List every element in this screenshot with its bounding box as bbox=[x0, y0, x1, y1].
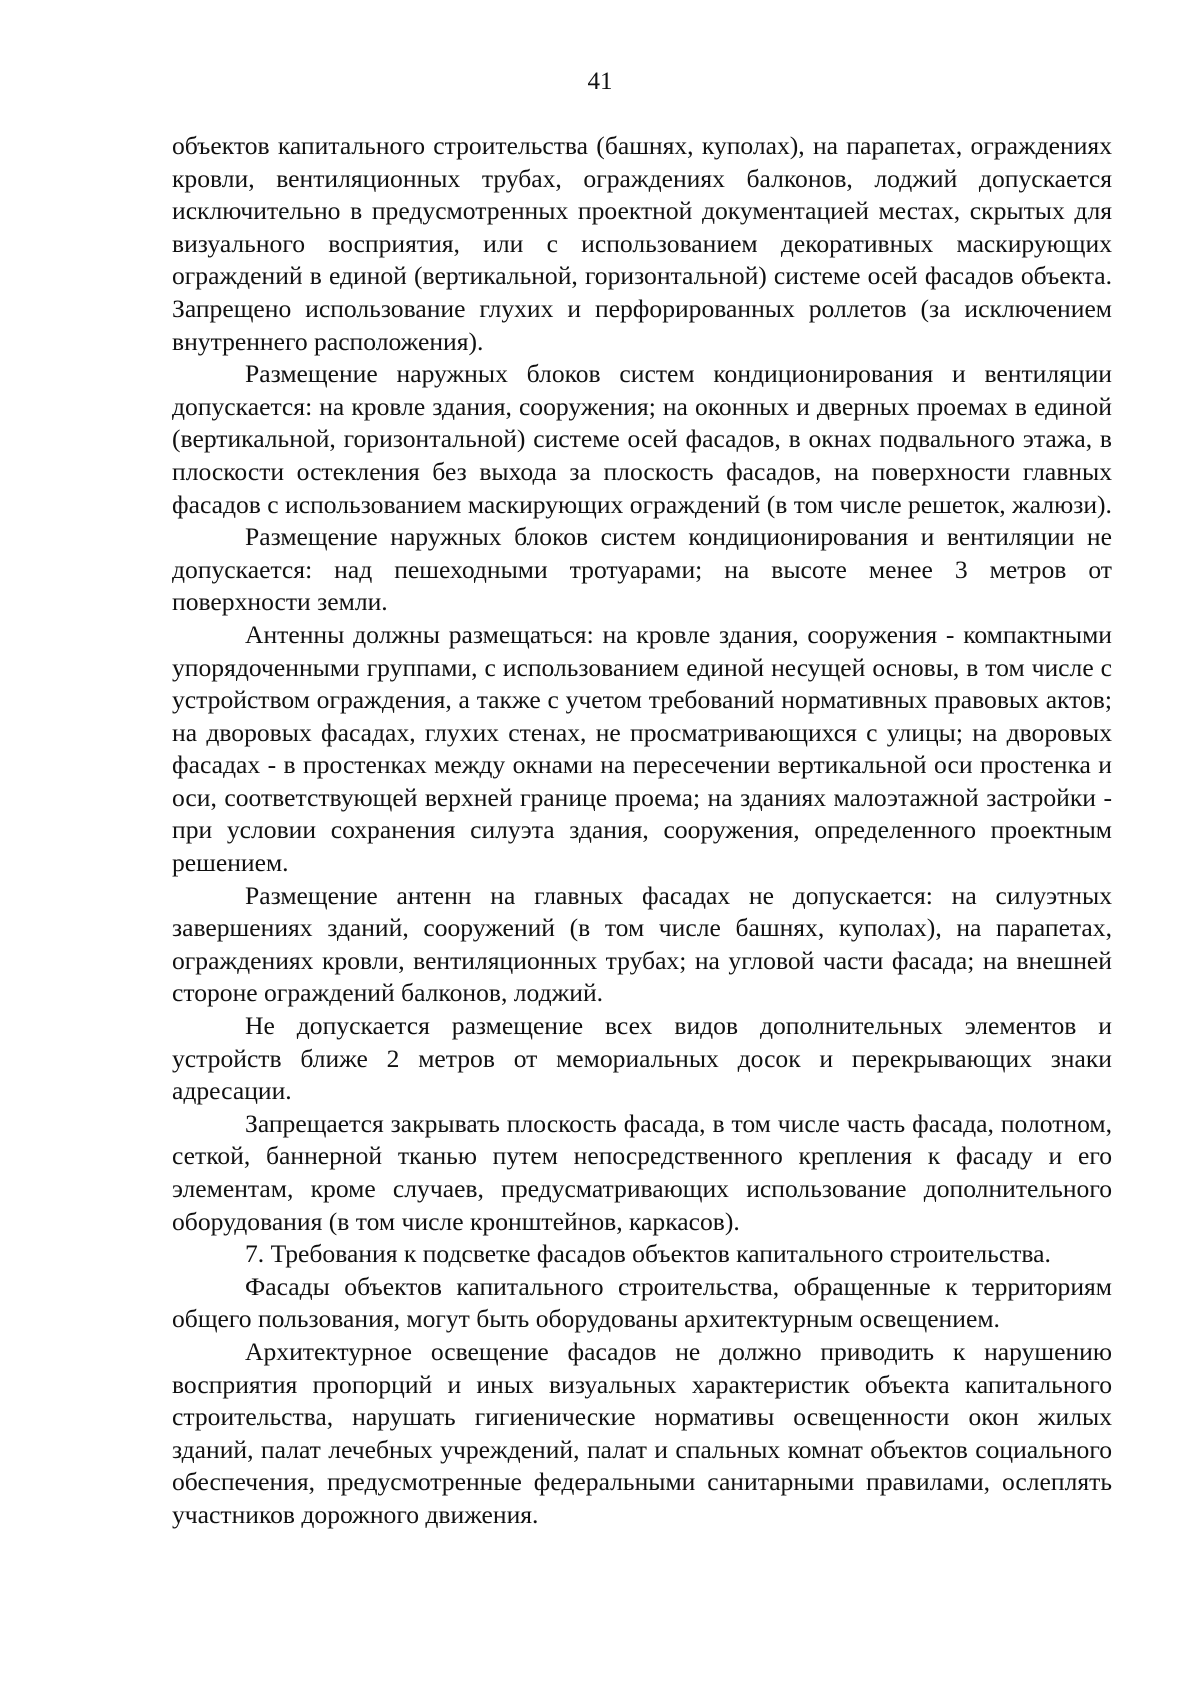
paragraph-facade-covering: Запрещается закрывать плоскость фасада, в том числе часть фасада, полотном, сеткой, баннерной тканью путем непосредственного крепления к фасаду и его элементам, кроме случаев, предусматривающих использование дополнительного оборудования (в том числе кронштейнов, каркасов). bbox=[172, 1108, 1112, 1236]
section-heading-lighting: 7. Требования к подсветке фасадов объектов капитального строительства. bbox=[245, 1239, 1051, 1269]
page-number: 41 bbox=[587, 68, 613, 95]
paragraph-antennas-prohibited: Размещение антенн на главных фасадах не допускается: на силуэтных завершениях зданий, сооружений (в том числе башнях, куполах), на парапетах, ограждениях кровли, вентиляционных трубах; на угловой части фасада; на внешней стороне ограждений балконов, лоджий. bbox=[172, 880, 1112, 1008]
paragraph-lighting-allowed: Фасады объектов капитального строительства, обращенные к территориям общего пользования, могут быть оборудованы архитектурным освещением. bbox=[172, 1271, 1112, 1334]
paragraph-lighting-restrictions: Архитектурное освещение фасадов не должно приводить к нарушению восприятия пропорций и иных визуальных характеристик объекта капитального строительства, нарушать гигиенические нормативы освещенности окон жилых зданий, палат лечебных учреждений, палат и спальных комнат объектов социального обеспечения, предусмотренные федеральными санитарными правилами, ослеплять участников дорожного движения. bbox=[172, 1336, 1112, 1529]
document-body bbox=[172, 130, 1112, 1532]
paragraph-continuation: объектов капитального строительства (башнях, куполах), на парапетах, ограждениях кровли, вентиляционных трубах, ограждениях балконов, лоджий допускается исключительно в предусмотренных проектной документацией местах, скрытых для визуального восприятия, или с использованием декоративных маскирующих ограждений в единой (вертикальной, горизонтальной) системе осей фасадов объекта. Запрещено использование глухих и перфорированных роллетов (за исключением внутреннего расположения). bbox=[172, 131, 1112, 356]
paragraph-ac-units-allowed: Размещение наружных блоков систем кондиционирования и вентиляции допускается: на кровле здания, сооружения; на оконных и дверных проемах в единой (вертикальной, горизонтальной) системе осей фасадов, в окнах подвального этажа, в плоскости остекления без выхода за плоскость фасадов, на поверхности главных фасадов с использованием маскирующих ограждений (в том числе решеток, жалюзи). bbox=[172, 359, 1112, 519]
paragraph-memorial-plaques: Не допускается размещение всех видов дополнительных элементов и устройств ближе 2 метров от мемориальных досок и перекрывающих знаки адресации. bbox=[172, 1011, 1112, 1106]
paragraph-antennas-placement: Антенны должны размещаться: на кровле здания, сооружения - компактными упорядоченными группами, с использованием единой несущей основы, в том числе с устройством ограждения, а также с учетом требований нормативных правовых актов; на дворовых фасадах, глухих стенах, не просматривающихся с улицы; на дворовых фасадах - в простенках между окнами на пересечении вертикальной оси простенка и оси, соответствующей верхней границе проема; на зданиях малоэтажной застройки - при условии сохранения силуэта здания, сооружения, определенного проектным решением. bbox=[172, 619, 1112, 878]
paragraph-ac-units-prohibited: Размещение наружных блоков систем кондиционирования и вентиляции не допускается: над пешеходными тротуарами; на высоте менее 3 метров от поверхности земли. bbox=[172, 522, 1112, 617]
